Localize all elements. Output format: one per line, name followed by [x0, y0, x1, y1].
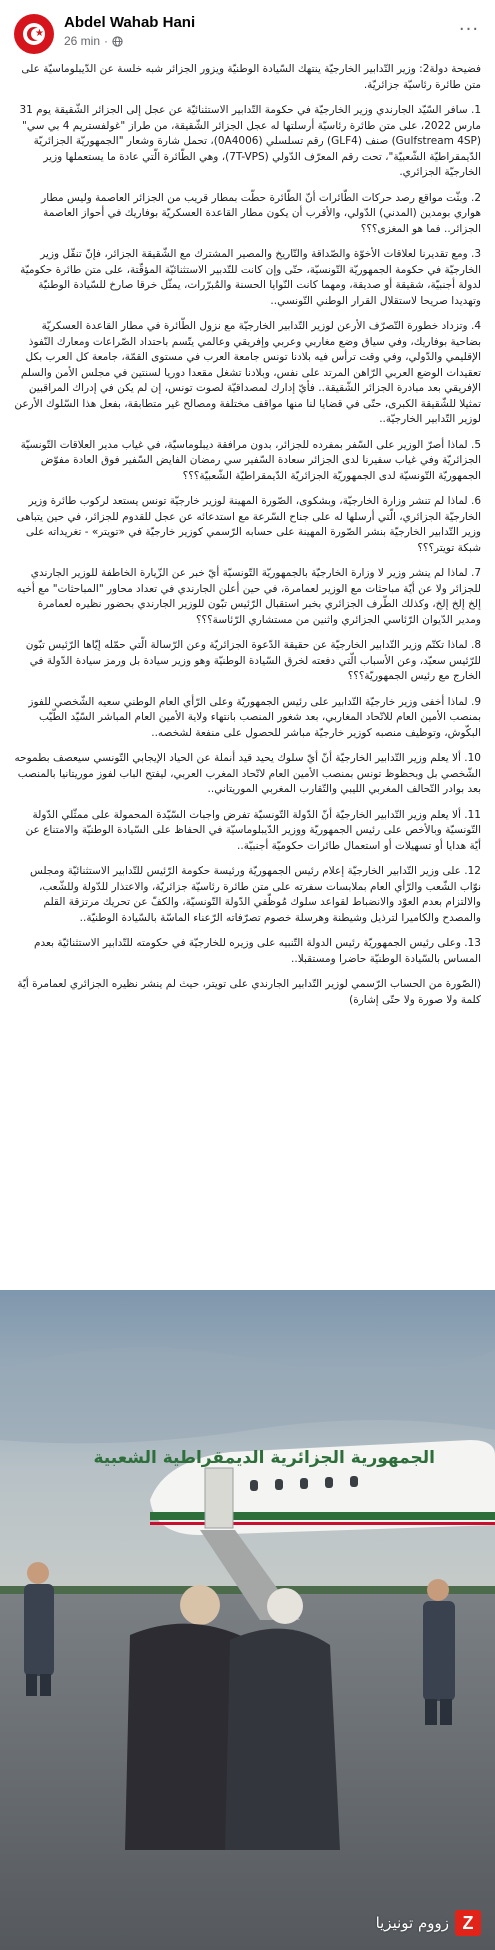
post-header: [0, 0, 495, 62]
post-paragraph: 1. سافر السّيّد الجارندي وزير الخارجيّة في حكومة التّدابير الاستثنائيّة عن عجل إلى الجزائر الشّقيقة يوم 31 مارس 2022، على متن طائرة رئاسيّة أرسلتها له عجل الجزائر الشّقيقة، من طراز "غولفستريم 4 بي سي" (Gulfstream 4SP) صنف (GLF4) رقم تسلسلي (0A4006)، تحمل شارة وشعار "الجمهوريّة الجزائريّة الدّيمقراطيّة الشّعبيّة"، تحت رقم المعرّف الدّولي (7T-VPS)، وهي الطّائرة الّتي عادة ما يستعملها وزير الخارجيّة الجزائري.: [19, 104, 481, 178]
post-paragraph: 3. ومع تقديرنا لعلاقات الأخوّة والصّداقة والتّاريخ والمصير المشترك مع الشّقيقة الجزائر، فإنّ تنقّل وزير الخارجيّة في حكومة الجمهوريّة التّونسيّة، حتّى وإن كانت للتّدبير الاستثنائيّة المؤقّتة، على متن طائرة حكوميّة لدولة أجنبيّة، شقيقة أو صديقة، ومهما كانت النّوايا الحسنة والمُبرّرات، يمثّل خرقا صارخ للسّيادة الوطنيّة وتهديدا صريحا لاستقلال القرار الوطني التّونسي..: [20, 248, 481, 307]
post-paragraph: 4. وتزداد خطورة التّصرّف الأرعن لوزير التّدابير الخارجيّة مع نزول الطّائرة في مطار القاعدة العسكريّة بضاحية بوفاريك، وفي سياق وضع مغاربي وعربي وإفريقي وعالمي يتّسم باحتداد الصّراعات ومعارك النّفوذ الإقليمي والدّولي، وفي وقت ترأس فيه بلادنا تونس جامعة العرب في مستوى القمّة، جامعة كل العرب بكل تعقيدات الوضع العربي الرّاهن المرتد على نفس، وبلادنا تشغل مقعدا دوريا لسنتين في مجلس الأمن والسلم الإفريقي بعد مبادرة الجزائر الشّقيقة.. فأيّ إدارك لمصداقيّة لصوت تونس، إن لم يكن في إدراك المراقبين تمثيلا للشّقيقة الكبرى، حتّى في قضايا لنا منها مواقف مختلفة ومصالح غير متطابقة، بفعل هذا السّلوك الأرعن لوزير التّدابير الخارجيّة..: [14, 320, 481, 425]
post-paragraph: 13. وعلى رئيس الجمهوريّة رئيس الدولة التّنبيه على وزيره للخارجيّة في حكومته للتّدابير الاستثنائيّة بعدم المساس بالسّيادة الوطنيّة حاضرا ومستقبلا..: [34, 937, 481, 965]
zoom-tunisia-logo-icon: [455, 1910, 481, 1936]
post-paragraph: 10. ألا يعلم وزير التّدابير الخارجيّة أنّ أيّ سلوك يحيد قيد أنملة عن الحياد الإيجابي التّونسي سيعصف بطموحه الشّخصي بل وبحظوظ تونس بمنصب الأمين العام لاتّحاد المغرب العربي، ليفتح الباب لفوز موريتانيا بالمنصب بعد بوادر التّحالف المغربي الليبي والتّقارب المغربي الموريتاني..: [14, 752, 481, 795]
plane-livery-text: الجمهورية الجزائرية الديمقراطية الشعبية: [93, 1448, 435, 1468]
post-photo[interactable]: [0, 1290, 495, 1950]
post-body: [14, 62, 481, 1018]
post-paragraph: 9. لماذا أخفى وزير خارجيّة التّدابير على رئيس الجمهوريّة وعلى الرّأي العام الوطني سعيه الشّخصي للفوز بمنصب الأمين العام للاتّحاد المغاربي، بعد شغور المنصب بانتهاء ولاية الأمين العام المباشر السّيّد الطّيّب البكّوش، وتوظيف منصبه كوزير خارجيّة مباشر للحصول على منفعة لشخصه..: [28, 695, 481, 739]
separator-dot: ·: [104, 34, 109, 48]
watermark-text: زووم تونيزيا: [375, 1914, 449, 1932]
post-paragraph: 7. لماذا لم ينشر وزير لا وزارة الخارجيّة بالجمهوريّة التّونسيّة أيّ خبر عن الزّيارة الخاطفة للوزير الجارندي للجزائر ولا عن أيّة مباحثات مع الوزير لعمامرة، في حين أعلن الجارندي في تعداد محاور "المباحثات" مع أخيه إلخ إلخ إلخ، وكذلك الطّرف الجزائري بخبر استقبال الرّئيس تبّون للوزير الجارندي بحضور نظيره لعمامرة ومدير الدّيوان الرّئاسي الجزائري واثنين من مستشاري الرّئاسة؟؟؟: [16, 567, 481, 626]
post-time[interactable]: 26 min: [64, 34, 101, 48]
post-paragraph: 5. لماذا أصرّ الوزير على السّفر بمفرده للجزائر، بدون مرافقة ديبلوماسيّة، في غياب مدير العلاقات التّونسيّة الجزائريّة وفي غياب سفيرنا لدى الجزائر سعادة السّفير سي رمضان الفايض السّفير فوق العادة مفوّض الجمهوريّة التّونسيّة لدى الجمهوريّة الجزائريّة الدّيمقراطيّة الشّعبيّة؟؟؟: [20, 438, 481, 482]
post-paragraph: فضيحة دولة2: وزير التّدابير الخارجيّة ينتهك السّيادة الوطنيّة ويزور الجزائر شبه خلسة عن الدّيبلوماسيّة على متن طائرة رئاسيّة جزائريّة.: [21, 63, 481, 91]
plane-stripe-green: [150, 1512, 495, 1520]
author-name[interactable]: Abdel Wahab Hani: [64, 14, 196, 31]
avatar[interactable]: [14, 14, 54, 54]
plane-stripe-red: [150, 1522, 495, 1525]
star-icon: ★: [35, 28, 44, 39]
more-options-button[interactable]: [457, 14, 481, 38]
post-paragraph: 11. ألا يعلم وزير التّدابير الخارجيّة أنّ الدّولة التّونسيّة تفرض واجبات السّيّدة المحمولة على ممثّلي الدّولة التّونسيّة وبالأخص على رئيس الجمهوريّة ووزير الدّيبلوماسيّة في الحفاظ على السّيادة الوطنيّة والامتناع عن أيّة هدايا أو تسهيلات أو استعمال طائرات حكوميّة أجنبيّة..: [25, 808, 481, 852]
post-paragraph: 2. وبثّت مواقع رصد حركات الطّائرات أنّ الطّائرة حطّت بمطار قريب من الجزائر العاصمة وليس مطار هواري بومدين (المدني) الدّولي، والأقرب أن يكون مطار القاعدة العسكريّة بوفاريك في أحواز العاصمة الجزائر.. فما هو المغزى؟؟؟: [41, 191, 481, 235]
post-paragraph: 8. لماذا تكتّم وزير التّدابير الخارجيّة عن حقيقة الدّعوة الجزائريّة وعن الرّسالة الّتي حمّله إيّاها الرّئيس تبّون للرّئيس سعيّد، وعن الأسباب الّتي دفعته لخرق السّيادة الوطنيّة وهو وزير سيادة بل ورمز سيادة الدّولة في الخارج مع رئيس الجمهوريّة؟؟؟: [25, 639, 481, 682]
globe-icon: [112, 36, 123, 47]
photo-scene: [0, 1290, 495, 1950]
logo-letter: Z: [462, 1913, 474, 1933]
more-horizontal-icon: ...: [458, 14, 480, 35]
watermark: [376, 1910, 481, 1936]
post-paragraph: (الصّورة من الحساب الرّسمي لوزير التّدابير الجارندي على تويتر، حيث لم ينشر نظيره الجزائري لعمامرة أيّة كلمة ولا صورة ولا حتّى إشارة): [17, 978, 481, 1006]
post-meta: [64, 34, 123, 48]
post-paragraph: 12. على وزير التّدابير الخارجيّة إعلام رئيس الجمهوريّة ورئيسة حكومة الرّئيس للتّدابير الاستثنائيّة ومجلس نوّاب الشّعب والرّأي العام بملابسات سفرته على متن طائرة رئاسيّة جزائريّة، والاعتذار للدّولة وللشّعب، والالتزام بعدم العوْد والانضباط لقواعد سلوك مُوظّفي الدّولة التّونسيّة، والكفّ عن تحريك مرتزقة القلم والمصدح والكاميرا لترذيل وشيطنة وهرسلة خصوم تصرّفاته الرّعناء الماسّة بالسّيادة الوطنيّة..: [29, 865, 481, 924]
post-paragraph: 6. لماذا لم تنشر وزارة الخارجيّة، وبشكوى، الصّورة المهينة لوزير خارجيّة تونس يستعد لركوب طائرة وزير الخارجيّة الجزائري، الّتي أرسلها له على جناح السّرعة مع استدعائه عن عجل للقدوم للجزائر، في حين يتباهى وزير التّدابير الخارجيّة بنشر الصّورة المهينة على حسابه الرّسمي كوزير خارجيّة في «تويتر» - تغريداته على شبكة تويتر؟؟؟: [16, 495, 481, 554]
plane-door: [205, 1468, 233, 1528]
